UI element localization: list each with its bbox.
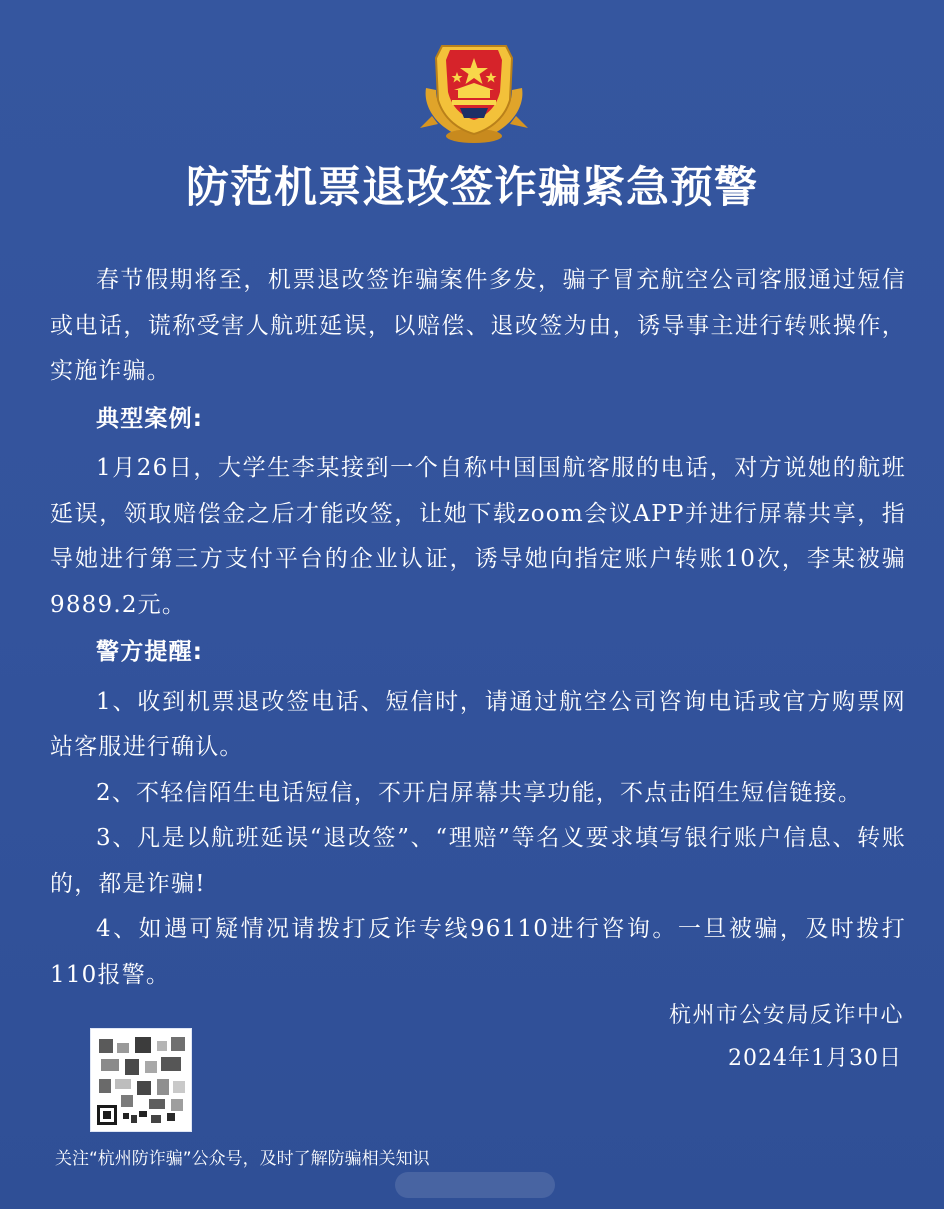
police-emblem: [412, 28, 536, 146]
issuing-organization: 杭州市公安局反诈中心: [668, 1003, 904, 1028]
qr-code-icon: [91, 1029, 191, 1131]
warning-item-1: 1、收到机票退改签电话、短信时，请通过航空公司咨询电话或官方购票网站客服进行确认。: [50, 688, 906, 760]
warning-item-3: 3、凡是以航班延误“退改签”、“理赔”等名义要求填写银行账户信息、转账的，都是诈骗!: [50, 825, 906, 897]
qr-code[interactable]: [90, 1028, 192, 1132]
warnings-heading: 警方提醒:: [96, 639, 204, 665]
intro-paragraph: 春节假期将至，机票退改签诈骗案件多发，骗子冒充航空公司客服通过短信或电话，谎称受害人航班延误，以赔偿、退改签为由，诱导事主进行转账操作，实施诈骗。: [50, 267, 906, 384]
case-heading: 典型案例:: [96, 405, 204, 432]
warning-item-2: 2、不轻信陌生电话短信，不开启屏幕共享功能，不点击陌生短信链接。: [96, 779, 863, 806]
issue-date: 2024年1月30日: [728, 1046, 902, 1071]
page-title: 防范机票退改签诈骗紧急预警: [186, 163, 758, 213]
warning-item-4: 4、如遇可疑情况请拨打反诈专线96110进行咨询。一旦被骗，及时拨打110报警。: [50, 916, 906, 988]
watermark: [395, 1172, 555, 1198]
case-paragraph: 1月26日，大学生李某接到一个自称中国国航客服的电话，对方说她的航班延误，领取赔偿金之后才能改签，让她下载zoom会议APP并进行屏幕共享，指导她进行第三方支付平台的企业认证，诱导她向指定账户转账10次，李某被骗9889.2元。: [50, 455, 906, 618]
police-emblem-icon: [412, 28, 536, 146]
qr-caption: 关注“杭州防诈骗”公众号，及时了解防骗相关知识: [55, 1149, 430, 1169]
notice-body: [50, 258, 906, 998]
